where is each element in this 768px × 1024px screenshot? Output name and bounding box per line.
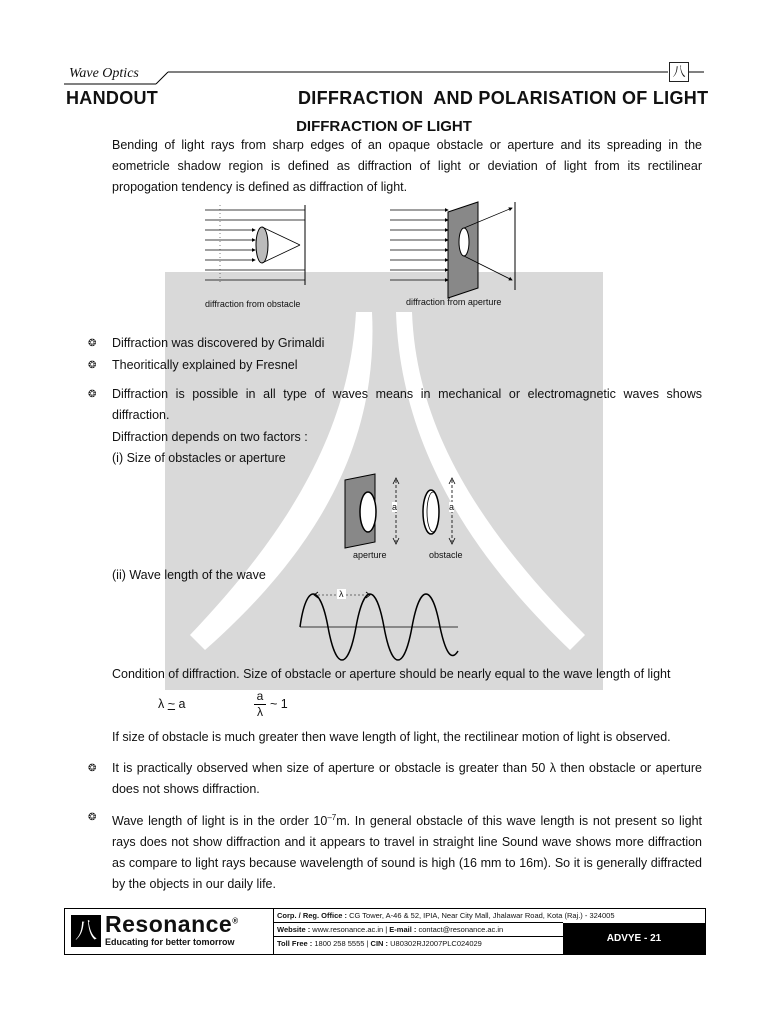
footer-right-top bbox=[563, 909, 705, 924]
factor-wavelength: (ii) Wave length of the wave bbox=[112, 568, 266, 582]
wavelength-text-2: m. In general obstacle of this wave length is not present so light rays does not show diffraction and it appears to travel in straight line Sound wave shows more diffraction as compare to light rays because wavelength of sound is high (16 mm to 16m). So it is generally diffracted by the objects in our daily life. bbox=[112, 814, 702, 892]
wavelength-exponent: –7 bbox=[327, 813, 337, 822]
brand-name bbox=[105, 911, 239, 938]
wavelength-text-1: Wave length of light is in the order 10 bbox=[112, 814, 328, 829]
depends-text: Diffraction depends on two factors : bbox=[112, 430, 308, 444]
diffraction-figure bbox=[200, 200, 520, 300]
brand-text: Resonance bbox=[105, 911, 233, 937]
label-a-obstacle: a bbox=[449, 502, 455, 512]
formula-right: ~ 1 bbox=[270, 697, 288, 711]
formula-approx: ~ bbox=[167, 697, 176, 711]
tollfree-row bbox=[273, 937, 563, 954]
fraction-denominator: λ bbox=[257, 705, 263, 719]
bullet-grimaldi: Diffraction was discovered by Grimaldi bbox=[112, 336, 325, 350]
registered-mark: ® bbox=[232, 916, 239, 926]
office-row bbox=[273, 909, 615, 923]
header-logo-icon: 八 bbox=[669, 62, 689, 82]
caption-aperture: diffraction from aperture bbox=[406, 297, 502, 307]
cin-text: U80302RJ2007PLC024029 bbox=[388, 939, 482, 948]
office-text: CG Tower, A-46 & 52, IPIA, Near City Mall, Jhalawar Road, Kota (Raj.) - 324005 bbox=[347, 911, 615, 920]
website-link[interactable]: www.resonance.ac.in | bbox=[310, 925, 390, 934]
formula-a: a bbox=[178, 697, 186, 711]
subject-label: Wave Optics bbox=[69, 66, 139, 81]
label-a-aperture: a bbox=[392, 502, 398, 512]
bullet-wavelength bbox=[112, 807, 702, 895]
page-footer bbox=[64, 908, 706, 955]
resonance-logo-icon: 八 bbox=[71, 915, 101, 947]
bullet-icon: ❂ bbox=[88, 338, 97, 349]
header-rule bbox=[64, 70, 704, 86]
aperture-rays bbox=[390, 202, 515, 298]
tollfree-label: Toll Free : bbox=[277, 939, 313, 948]
tollfree-text: 1800 258 5555 | bbox=[312, 939, 371, 948]
rectilinear-text: If size of obstacle is much greater then wave length of light, the rectilinear motion of light is observed. bbox=[112, 730, 671, 744]
cin-label: CIN : bbox=[370, 939, 389, 948]
formula-approx-left bbox=[158, 697, 185, 711]
page-code: ADVYE - 21 bbox=[563, 923, 705, 954]
bullet-icon: ❂ bbox=[88, 360, 97, 371]
resonance-logo bbox=[67, 911, 271, 951]
formula-fraction bbox=[254, 689, 266, 720]
email-label: E-mail : bbox=[389, 925, 417, 934]
bullet-practical: It is practically observed when size of aperture or obstacle is greater than 50 λ then obstacle or aperture does not shows diffraction. bbox=[112, 761, 702, 796]
caption-obstacle: diffraction from obstacle bbox=[205, 299, 301, 309]
bullet-icon: ❂ bbox=[88, 812, 97, 823]
email-link[interactable]: contact@resonance.ac.in bbox=[416, 925, 504, 934]
fraction-numerator: a bbox=[254, 689, 266, 705]
bullet-icon: ❂ bbox=[88, 763, 97, 774]
obstacle-rays bbox=[205, 205, 305, 285]
intro-paragraph: Bending of light rays from sharp edges of an opaque obstacle or aperture and its spreading in the eometricle shadow region is defined as diffraction of light or deviation of light from its rectilinear propogation tendency is defined as diffraction of light. bbox=[112, 138, 702, 194]
brand-tagline: Educating for better tomorrow bbox=[105, 937, 235, 947]
chapter-title: DIFFRACTION AND POLARISATION OF LIGHT bbox=[298, 88, 709, 108]
bullet-icon: ❂ bbox=[88, 389, 97, 400]
footer-info bbox=[273, 909, 615, 954]
contact-row bbox=[273, 923, 563, 937]
section-title: DIFFRACTION OF LIGHT bbox=[296, 118, 472, 135]
formula-lambda: λ bbox=[158, 697, 165, 711]
website-label: Website : bbox=[277, 925, 311, 934]
wave-figure bbox=[298, 585, 463, 660]
handout-title: HANDOUT bbox=[66, 88, 159, 108]
factor-size: (i) Size of obstacles or aperture bbox=[112, 451, 286, 465]
bullet-fresnel: Theoritically explained by Fresnel bbox=[112, 358, 298, 372]
label-lambda: λ bbox=[339, 589, 344, 599]
caption-aperture-2: aperture bbox=[353, 550, 387, 560]
condition-text: Condition of diffraction. Size of obstacle or aperture should be nearly equal to the wave length of light bbox=[112, 667, 671, 681]
office-label: Corp. / Reg. Office : bbox=[277, 911, 348, 920]
caption-obstacle-2: obstacle bbox=[429, 550, 463, 560]
bullet-waves: Diffraction is possible in all type of waves means in mechanical or electromagnetic waves shows diffraction. bbox=[112, 387, 702, 422]
